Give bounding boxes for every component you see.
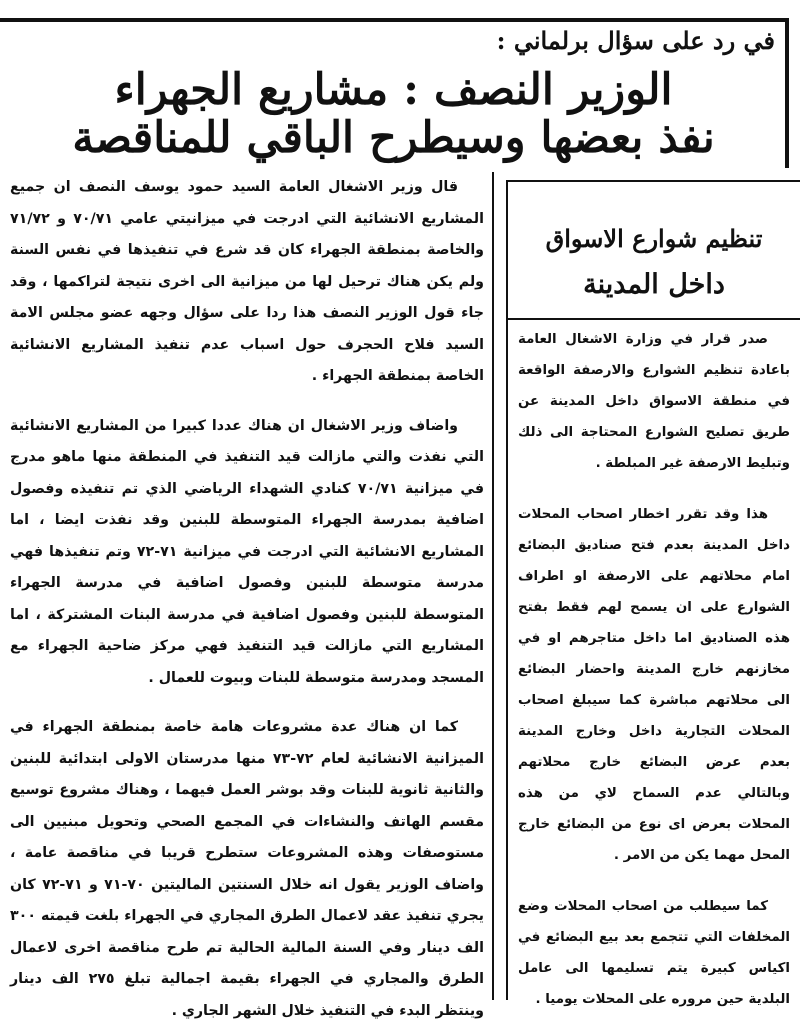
sidebar-paragraph-2: هذا وقد تقرر اخطار اصحاب المحلات داخل المدينة بعدم فتح صناديق البضائع امام محلاتهم على الارصفة او اطراف الشوارع على ان يسمح لهم فقط بفتح هذه الصناديق اما داخل متاجرهم او في مخازنهم خارج المدينة واحضار البضائع الى محلاتهم مباشرة كما سيبلغ اصحاب المحلات التجارية داخل وخارج المدينة بعدم عرض البضائع خارج محلاتهم وبالتالي عدم السماح لاي من هذه المحلات بعرض اى نوع من البضائع خارج المحل مهما يكن من الامر . [518, 507, 790, 863]
headline-title-line-2: نفذ بعضها وسيطرح الباقي للمناقصة [72, 113, 715, 163]
sidebar-paragraph-1: صدر قرار في وزارة الاشغال العامة باعادة تنظيم الشوارع والارصفة الواقعة في منطقة الاسواق داخل المدينة عن طريق تصليح الشوارع المحتاجة الى ذلك وتبليط الارصفة غير المبلطة . [518, 332, 790, 471]
headline-title [14, 66, 773, 162]
headline-kicker: في رد على سؤال برلماني : [496, 26, 775, 55]
sidebar-paragraph-3: كما سيطلب من اصحاب المحلات وضع المخلفات التي تتجمع بعد بيع البضائع في اكياس كبيرة يتم تسليمها الى عامل البلدية حين مروره على المحلات يوميا . [518, 899, 790, 1007]
article-paragraph-3: كما ان هناك عدة مشروعات هامة خاصة بمنطقة الجهراء في الميزانية الانشائية لعام ٧٢-٧٣ منها مدرستان الاولى ابتدائية للبنين والثانية ثانوية للبنات وقد بوشر العمل فيهما ، وهناك مشروع توسيع مقسم الهاتف والنشاءات في المجمع الصحي وتحويل مبنيين الى مستوصفات وهذه المشروعات ستطرح قريبا في مناقصة عامة ، واضاف الوزير يقول انه خلال السنتين الماليتين ٧٠-٧١ و ٧١-٧٢ كان يجري تنفيذ عقد لاعمال الطرق المجاري في الجهراء بلغت قيمته ٣٠٠ الف دينار وفي السنة المالية الحالية تم طرح مناقصة اخرى لاعمال الطرق والمجاري في الجهراء بقيمة اجمالية تبلغ ٢٧٥ الف دينار وينتظر البدء في التنفيذ خلال الشهر الجاري . [10, 719, 485, 1019]
headline-title-line-1: الوزير النصف : مشاريع الجهراء [114, 65, 673, 115]
headline-box [0, 18, 789, 168]
sidebar-title-rule [508, 318, 800, 320]
article-paragraph-2: واضاف وزير الاشغال ان هناك عددا كبيرا من المشاريع الانشائية التي نفذت والتي مازالت قيد التنفيذ في المنطقة منها ماهو مدرج في ميزانية ٧٠/٧١ كنادي الشهداء الرياضي الذي تم تنفيذه وفصول اضافية بمدرسة الجهراء المتوسطة للبنين وقد نفذت ايضا ، اما المشاريع الانشائية التي ادرجت في ميزانية ٧١-٧٢ وتم تنفيذها فهي مدرسة متوسطة للبنين وفصول اضافية في مدرسة الجهراء المتوسطة للبنين وفصول اضافية في مدرسة البنات المشتركة ، اما المشاريع التي مازالت قيد التنفيذ فهي مركز ضاحية الجهراء مع المسجد ومدرسة متوسطة للبنات وبيوت للعمال . [10, 417, 485, 686]
main-article [10, 172, 485, 1019]
sidebar-title-line-2: داخل المدينة [583, 269, 725, 300]
sidebar-body [518, 324, 790, 1007]
sidebar-article [506, 180, 800, 1007]
sidebar-title-line-1: تنظيم شوارع الاسواق [545, 224, 763, 253]
column-divider [492, 172, 494, 1000]
article-paragraph-1: قال وزير الاشغال العامة السيد حمود يوسف النصف ان جميع المشاريع الانشائية التي ادرجت في ميزانيتي عامي ٧٠/٧١ و ٧١/٧٢ والخاصة بمنطقة الجهراء كان قد شرع في تنفيذها في نفس السنة ولم يكن هناك ترحيل لها من ميزانية الى اخرى نتيجة لتراكمها ، وقد جاء قول الوزير النصف هذا ردا على سؤال وجهه عضو مجلس الامة السيد فلاح الحجرف حول اسباب عدم تنفيذ المشاريع الانشائية الخاصة بمنطقة الجهراء . [10, 179, 484, 384]
sidebar-title [508, 216, 800, 308]
